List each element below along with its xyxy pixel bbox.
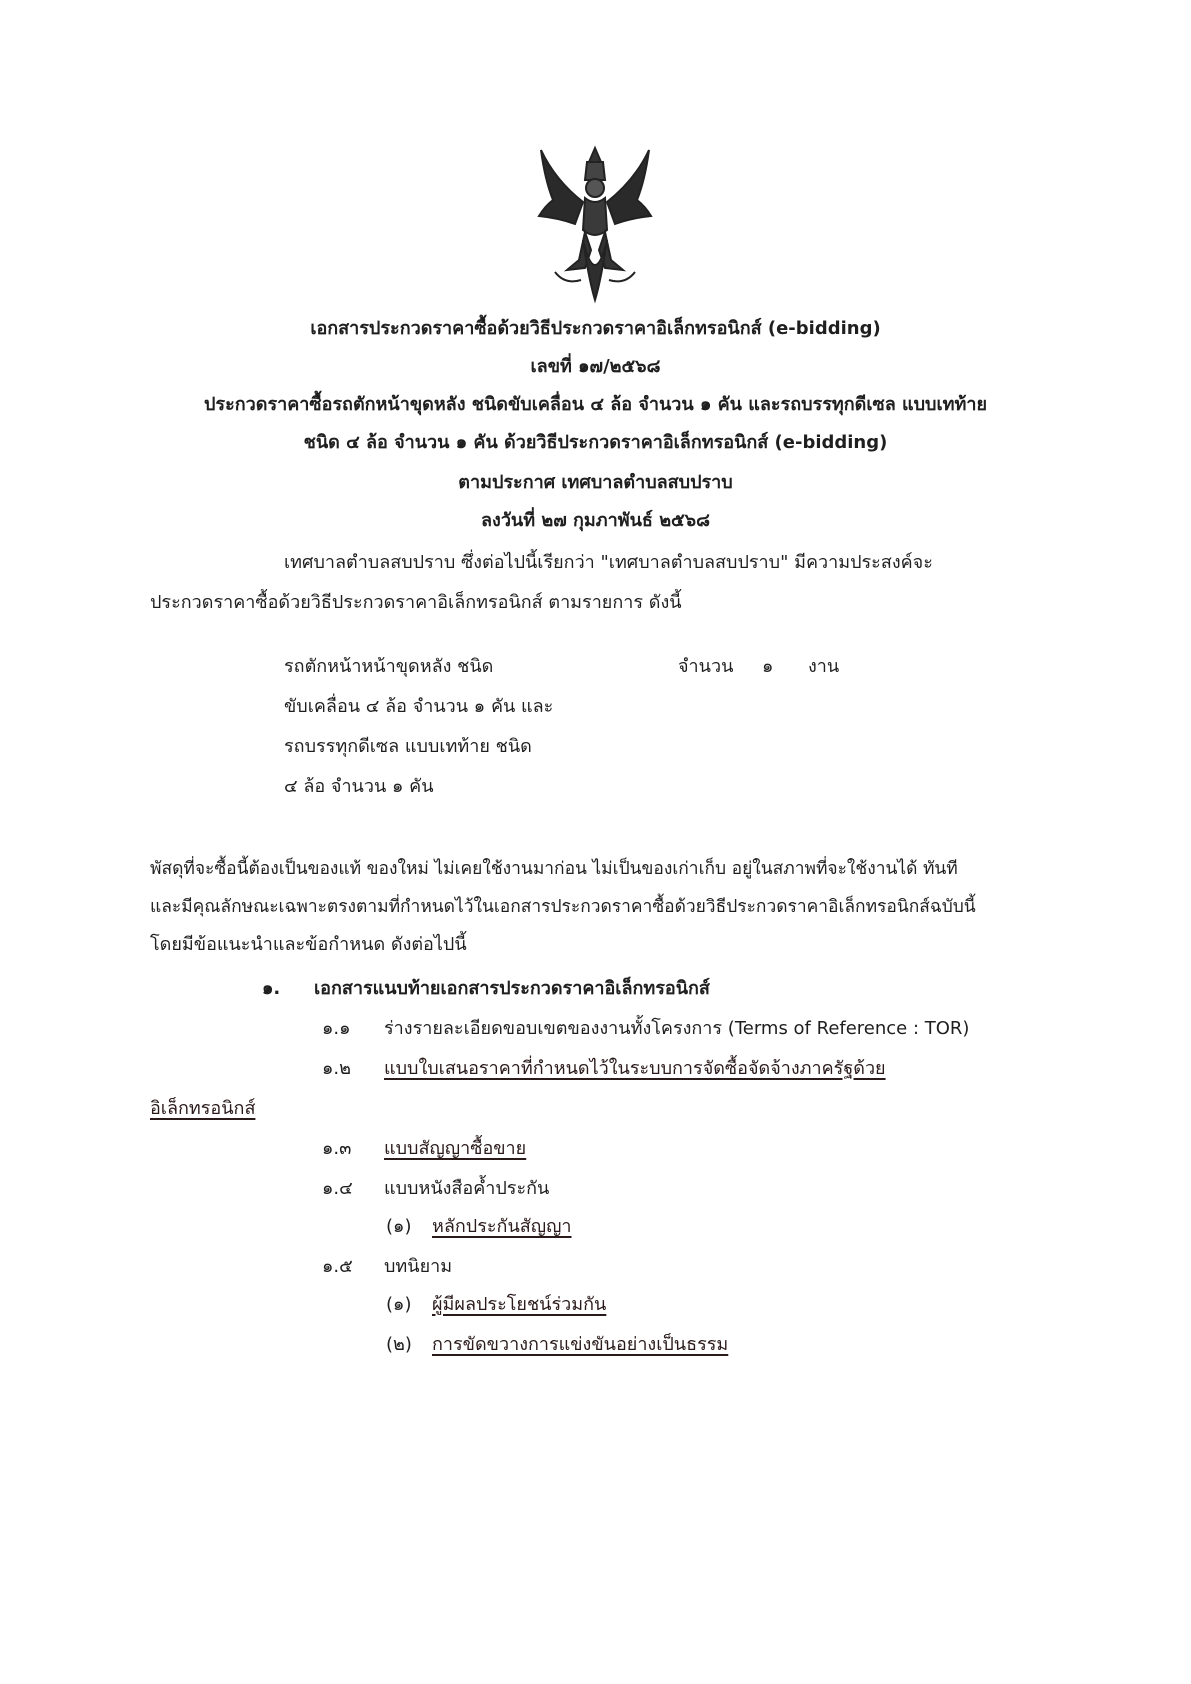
document-number: เลขที่ ๑๗/๒๕๖๘ xyxy=(530,356,661,377)
item-line-3: รถบรรทุกดีเซล แบบเทท้าย ชนิด xyxy=(284,736,532,757)
section-1-5-2-link[interactable]: การขัดขวางการแข่งขันอย่างเป็นธรรม xyxy=(432,1334,729,1355)
section-1-5-1-link[interactable]: ผู้มีผลประโยชน์ร่วมกัน xyxy=(432,1294,607,1315)
garuda-emblem-icon xyxy=(535,140,655,310)
section-1-4-number: ๑.๔ xyxy=(322,1178,353,1199)
item-line-4: ๔ ล้อ จำนวน ๑ คัน xyxy=(284,776,434,797)
announcement-date: ลงวันที่ ๒๗ กุมภาพันธ์ ๒๕๖๘ xyxy=(481,510,710,531)
body-line-3: โดยมีข้อแนะนำและข้อกำหนด ดังต่อไปนี้ xyxy=(150,934,467,955)
section-1-4-text: แบบหนังสือค้ำประกัน xyxy=(384,1178,550,1199)
section-1-title: เอกสารแนบท้ายเอกสารประกวดราคาอิเล็กทรอนิกส์ xyxy=(314,978,710,999)
section-1-5-text: บทนิยาม xyxy=(384,1256,453,1277)
section-1-2-link[interactable]: แบบใบเสนอราคาที่กำหนดไว้ในระบบการจัดซื้อจัดจ้างภาครัฐด้วย xyxy=(384,1058,886,1079)
item-quantity-value: ๑ xyxy=(762,656,774,677)
section-1-3-link[interactable]: แบบสัญญาซื้อขาย xyxy=(384,1138,527,1159)
section-1-4-1-link[interactable]: หลักประกันสัญญา xyxy=(432,1216,572,1237)
announcement-line: ตามประกาศ เทศบาลตำบลสบปราบ xyxy=(458,472,733,493)
item-line-2: ขับเคลื่อน ๔ ล้อ จำนวน ๑ คัน และ xyxy=(284,696,554,717)
intro-line-2: ประกวดราคาซื้อด้วยวิธีประกวดราคาอิเล็กทรอนิกส์ ตามรายการ ดังนี้ xyxy=(150,592,682,613)
subject-line-1: ประกวดราคาซื้อรถตักหน้าขุดหลัง ชนิดขับเคลื่อน ๔ ล้อ จำนวน ๑ คัน และรถบรรทุกดีเซล แบบเทท้าย xyxy=(203,394,987,415)
intro-line-1: เทศบาลตำบลสบปราบ ซึ่งต่อไปนี้เรียกว่า "เทศบาลตำบลสบปราบ" มีความประสงค์จะ xyxy=(284,552,933,573)
section-1-2-link-continued[interactable]: อิเล็กทรอนิกส์ xyxy=(150,1098,256,1119)
subject-line-2: ชนิด ๔ ล้อ จำนวน ๑ คัน ด้วยวิธีประกวดราคาอิเล็กทรอนิกส์ (e-bidding) xyxy=(303,432,888,453)
section-1-3-number: ๑.๓ xyxy=(322,1138,352,1159)
document-title: เอกสารประกวดราคาซื้อด้วยวิธีประกวดราคาอิเล็กทรอนิกส์ (e-bidding) xyxy=(310,318,881,339)
item-quantity-unit: งาน xyxy=(808,656,840,677)
item-line-1: รถตักหน้าหน้าขุดหลัง ชนิด xyxy=(284,656,494,677)
body-line-2: และมีคุณลักษณะเฉพาะตรงตามที่กำหนดไว้ในเอกสารประกวดราคาซื้อด้วยวิธีประกวดราคาอิเล็กทรอนิกส์ฉบับนี้ xyxy=(150,897,976,917)
section-1-5-number: ๑.๕ xyxy=(322,1256,353,1277)
body-line-1: พัสดุที่จะซื้อนี้ต้องเป็นของแท้ ของใหม่ ไม่เคยใช้งานมาก่อน ไม่เป็นของเก่าเก็บ อยู่ในสภาพที่จะใช้งานได้ ทันที xyxy=(150,859,958,879)
item-quantity-label: จำนวน xyxy=(678,656,734,677)
section-1-4-1-number: (๑) xyxy=(386,1216,412,1237)
section-1-number: ๑. xyxy=(262,978,281,999)
section-1-2-number: ๑.๒ xyxy=(322,1058,352,1079)
section-1-1-text: ร่างรายละเอียดขอบเขตของงานทั้งโครงการ (Terms of Reference : TOR) xyxy=(384,1018,970,1039)
section-1-5-2-number: (๒) xyxy=(386,1334,412,1355)
section-1-5-1-number: (๑) xyxy=(386,1294,412,1315)
section-1-1-number: ๑.๑ xyxy=(322,1018,351,1039)
